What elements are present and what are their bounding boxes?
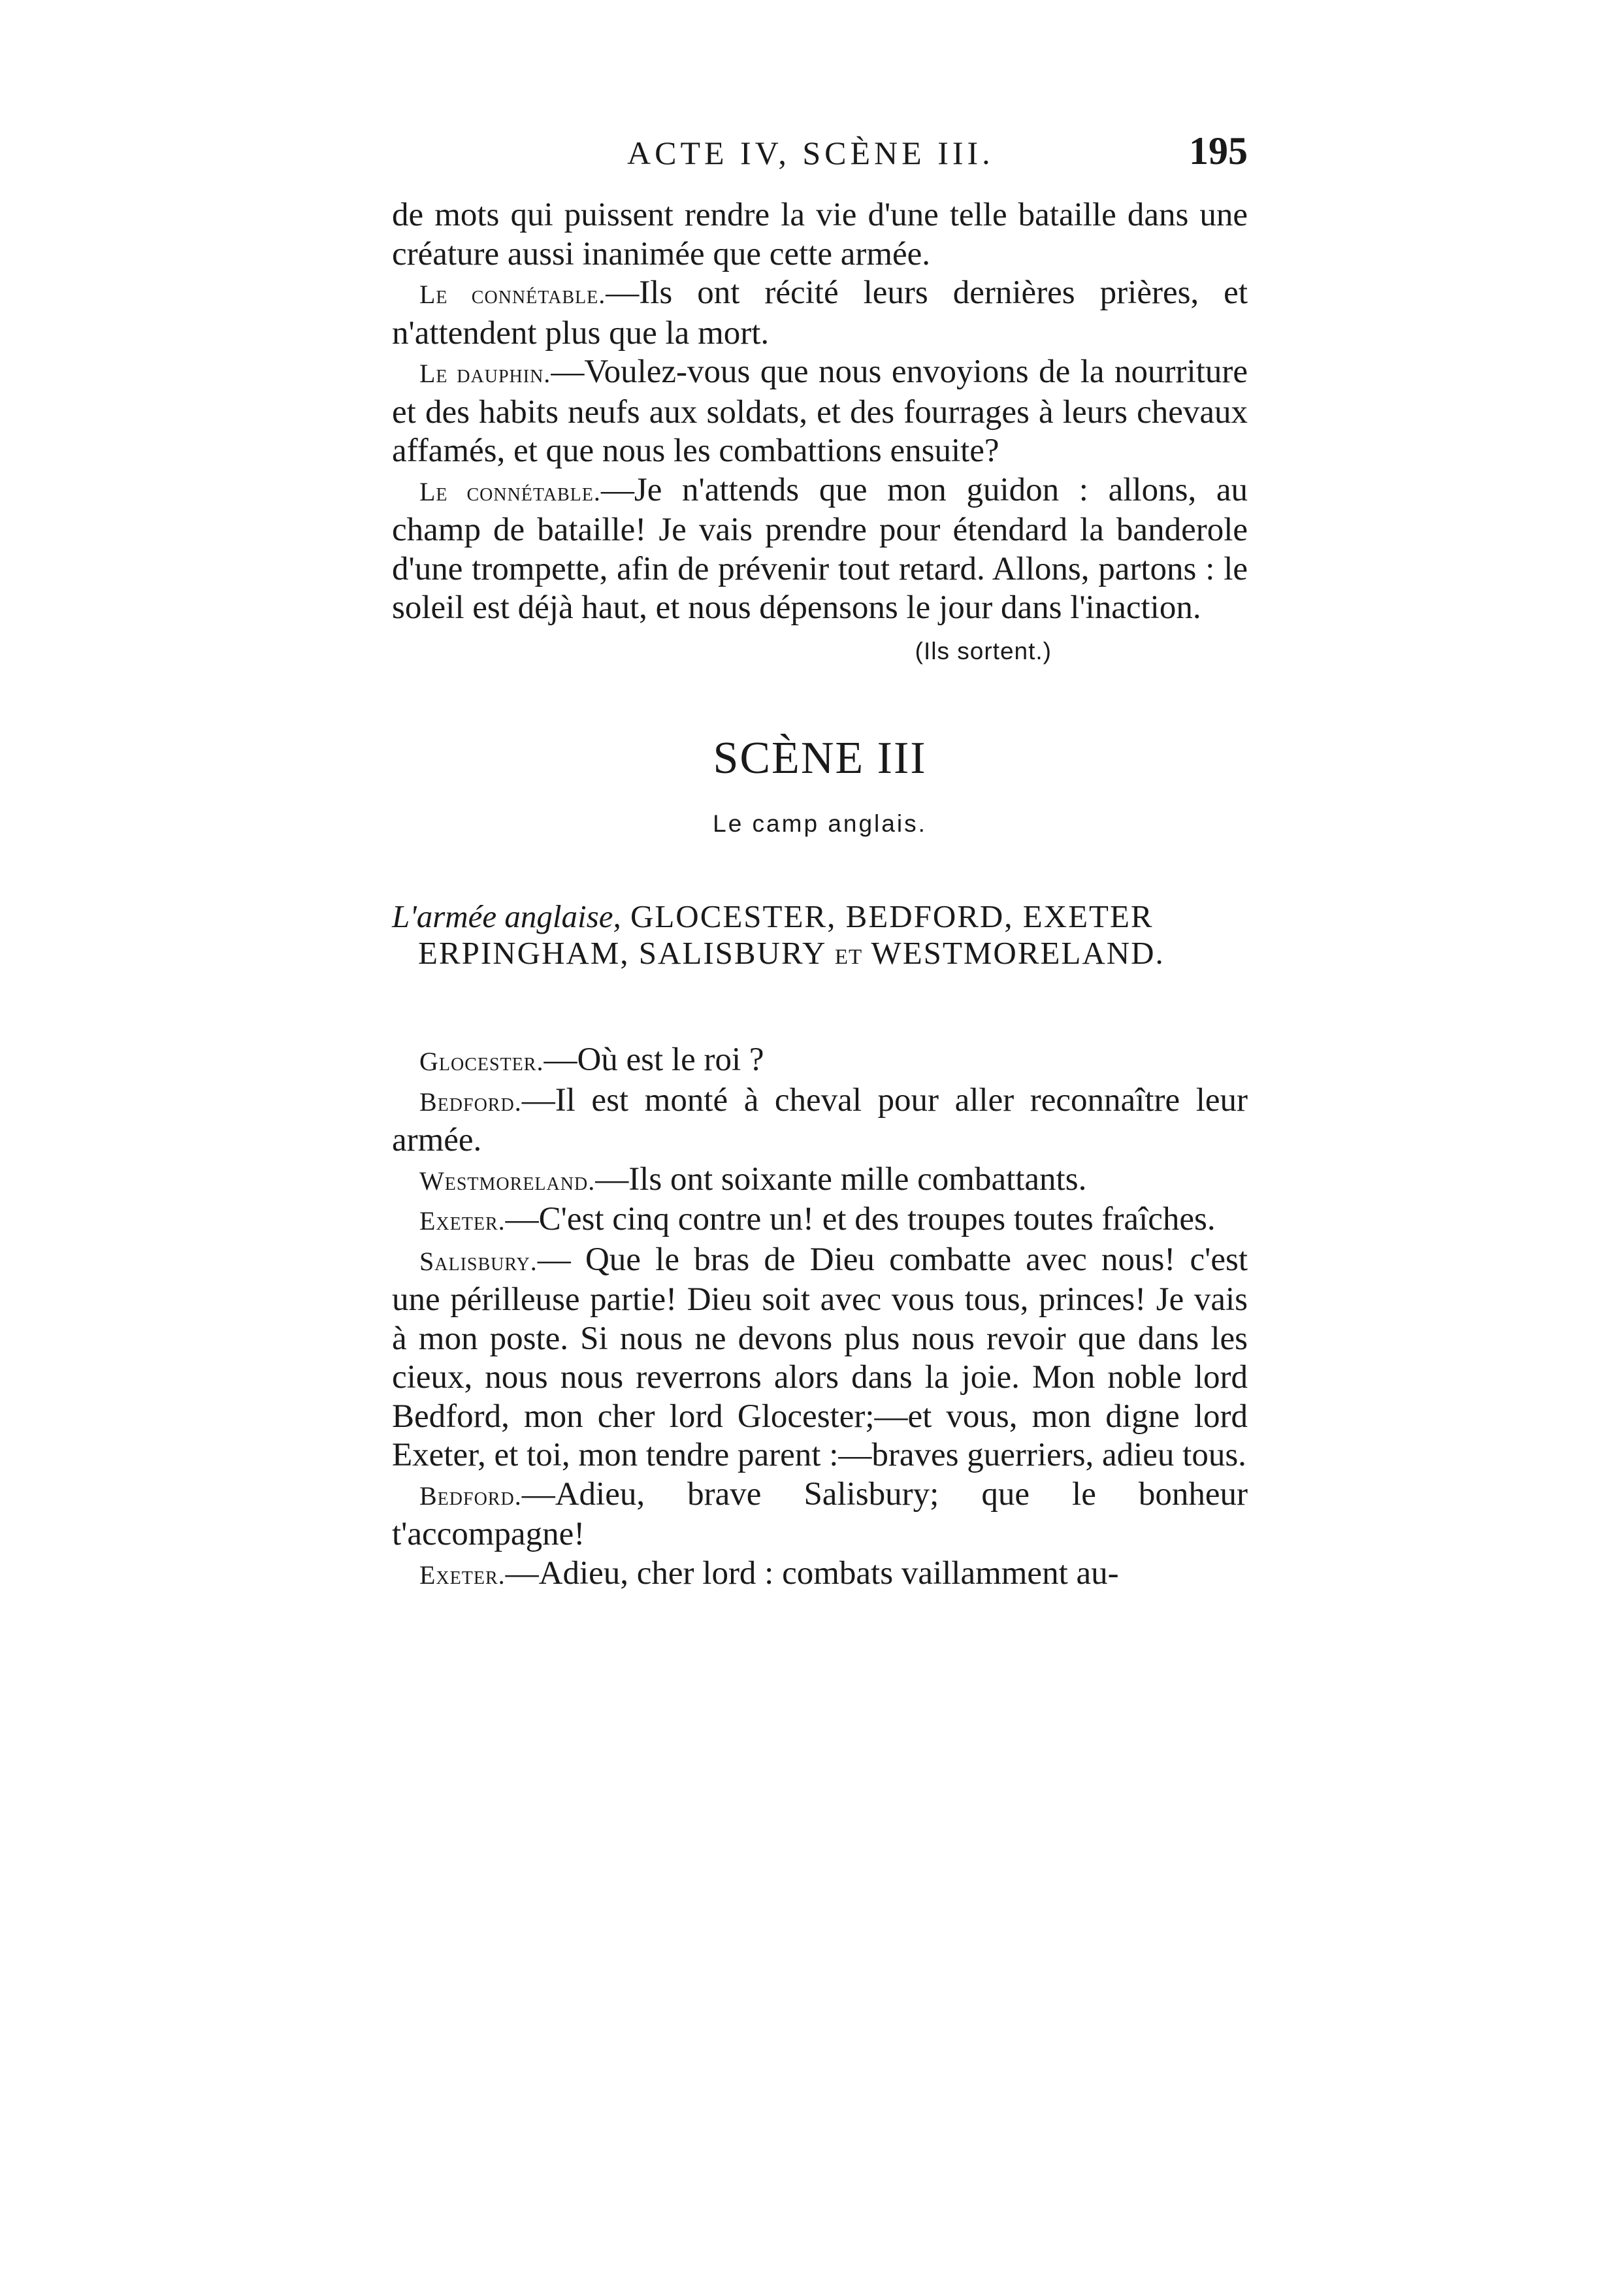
cast-names-1: GLOCESTER, BEDFORD, EXETER bbox=[621, 898, 1154, 934]
cast-army: L'armée anglaise, bbox=[392, 898, 621, 934]
speaker-name: Westmoreland. bbox=[419, 1166, 596, 1196]
speaker-name: Exeter. bbox=[419, 1560, 506, 1590]
speech-text: —Il est monté à cheval pour aller reconnaître leur armée. bbox=[392, 1081, 1248, 1158]
cast-names-2a: ERPINGHAM, SALISBURY bbox=[418, 935, 835, 971]
speaker-name: Salisbury. bbox=[419, 1246, 538, 1276]
speech bbox=[392, 1241, 1248, 1475]
speech-constable-1 bbox=[392, 274, 1248, 353]
dialogue bbox=[392, 1041, 1248, 1594]
speech-text: —Adieu, cher lord : combats vaillamment au- bbox=[505, 1554, 1119, 1592]
speech bbox=[392, 1041, 1248, 1081]
speech-text: —Ils ont soixante mille combattants. bbox=[595, 1160, 1087, 1198]
speech-text: —C'est cinq contre un! et des troupes toutes fraîches. bbox=[505, 1201, 1216, 1237]
speaker-name: Le dauphin. bbox=[419, 359, 551, 388]
speaker-name: Le connétable. bbox=[419, 280, 606, 309]
cast-line-2 bbox=[392, 935, 1248, 975]
speech-text: —Voulez-vous que nous envoyions de la nourriture et des habits neufs aux soldats, et des fourrages à leurs chevaux affamés, et que nous les combattions ensuite? bbox=[392, 353, 1248, 469]
scene-location: Le camp anglais. bbox=[713, 810, 927, 837]
speech bbox=[392, 1200, 1248, 1241]
speaker-name: Exeter. bbox=[419, 1206, 506, 1236]
cast-et: ET bbox=[834, 945, 863, 969]
cast-list bbox=[392, 898, 1248, 975]
speech bbox=[392, 1160, 1248, 1201]
text-column bbox=[392, 196, 1248, 1594]
speaker-name: Bedford. bbox=[419, 1087, 522, 1117]
speech-text: —Adieu, brave Salisbury; que le bonheur t'accompagne! bbox=[392, 1475, 1248, 1552]
speech-constable-2 bbox=[392, 471, 1248, 628]
speech-dauphin bbox=[392, 353, 1248, 471]
speaker-name: Glocester. bbox=[419, 1047, 544, 1076]
speaker-name: Bedford. bbox=[419, 1481, 522, 1511]
page-number: 195 bbox=[1189, 129, 1248, 172]
paragraph-continued: de mots qui puissent rendre la vie d'une telle bataille dans une créature aussi inanimée que cette armée. bbox=[392, 197, 1248, 272]
speech bbox=[392, 1475, 1248, 1554]
speech bbox=[392, 1554, 1248, 1595]
stage-direction: (Ils sortent.) bbox=[915, 637, 1052, 664]
speech bbox=[392, 1081, 1248, 1160]
running-title: ACTE IV, SCÈNE III. bbox=[627, 135, 994, 171]
speech-text: — Que le bras de Dieu combatte avec nous! c'est une périlleuse partie! Dieu soit avec vous tous, princes! Je vais à mon poste. Si nous ne devons plus nous revoir que dans les cieux, nous nous reverrons alors dans la joie. Mon noble lord Bedford, mon cher lord Glocester;—et vous, mon digne lord Exeter, et toi, mon tendre parent :—braves guerriers, adieu tous. bbox=[392, 1241, 1248, 1473]
page-header bbox=[392, 129, 1248, 186]
cast-names-2b: WESTMORELAND. bbox=[862, 935, 1165, 971]
speech-text: —Ils ont récité leurs dernières prières, et n'attendent plus que la mort. bbox=[392, 274, 1248, 352]
speech-text: —Où est le roi ? bbox=[544, 1041, 764, 1078]
speaker-name: Le connétable. bbox=[419, 476, 601, 506]
scene-heading: SCÈNE III bbox=[713, 733, 927, 783]
speech-text: —Je n'attends que mon guidon : allons, au champ de bataille! Je vais prendre pour étendard la banderole d'une trompette, afin de prévenir tout retard. Allons, partons : le soleil est déjà haut, et nous dépensons le jour dans l'inaction. bbox=[392, 471, 1248, 626]
